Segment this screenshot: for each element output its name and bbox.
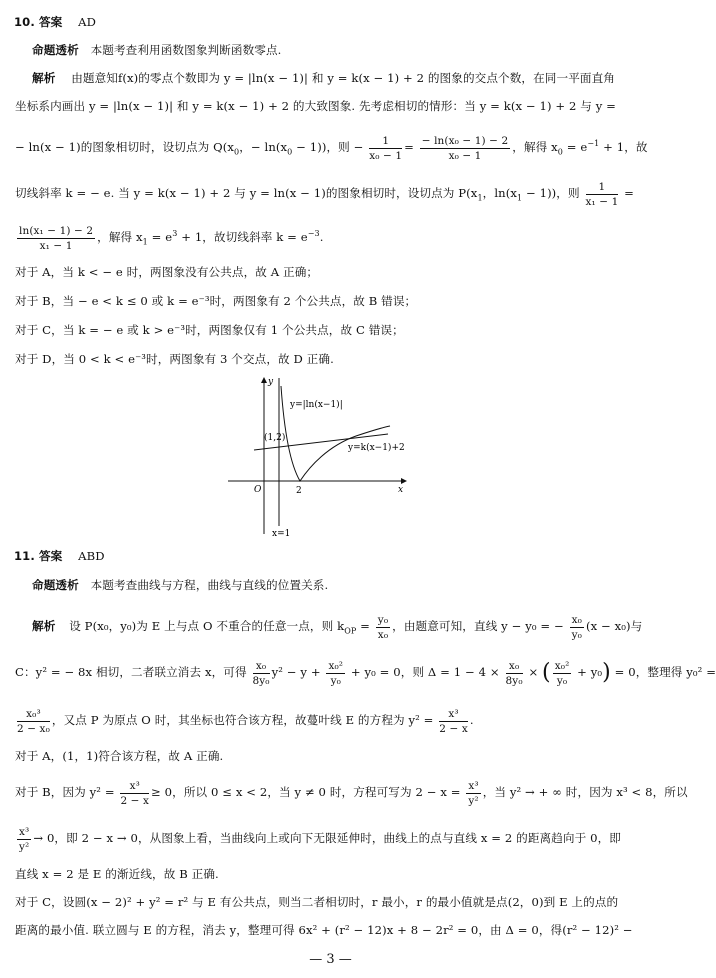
q11-option-a: 对于 A，(1，1)符合该方程，故 A 正确. xyxy=(15,749,224,763)
q10-option-d: 对于 D，当 0 < k < e⁻³时，两图象有 3 个交点，故 D 正确. xyxy=(15,352,334,366)
q11-option-b-line2: $\frac{\text{x³}}{\text{y²}}$ → 0，即 2 − x → 0，从图象上看，当曲线向上或向下无限延伸时，曲线上的点与直线 x = 2 的距离趋向于 0，即 xyxy=(19,825,621,853)
q11-number: 11. 答案 xyxy=(14,549,63,563)
q11-analysis-line1: 解析 设 P(x₀，y₀)为 E 上与点 O 不重合的任意一点，则 $k_{OP}$ = $\frac{\text{y₀}}{\text{x₀}}$ ，由题意可知，直线 y − y₀ = − $\frac{\text{x₀}}{\text{y₀}}$ (x − x₀)与 xyxy=(32,613,643,641)
label-curve: y=|ln(x−1)| xyxy=(290,400,343,410)
label-x: x xyxy=(398,485,404,495)
label-2: 2 xyxy=(296,486,302,496)
q10-analysis-line1: 解析 由题意知f(x)的零点个数即为 y = |ln(x − 1)| 和 y = k(x − 1) + 2 的图象的交点个数，在同一平面直角 xyxy=(32,71,615,85)
fraction-4: $\frac{\text{ln(x₁ − 1) − 2}}{\text{x₁ − 1}}$ xyxy=(19,224,94,252)
q10-analysis-line5: $\frac{\text{ln(x₁ − 1) − 2}}{\text{x₁ − 1}}$ ，解得 $x_1 = e^3 + 1$，故切线斜率 $k = e^{-3}$. xyxy=(19,224,324,252)
label-origin: O xyxy=(254,485,262,495)
q11-header xyxy=(14,548,661,564)
label-line: y=k(x−1)+2 xyxy=(348,443,405,453)
q10-analysis-line2: 坐标系内画出 y = |ln(x − 1)| 和 y = k(x − 1) + 2 的大致图象. 先考虑相切的情形：当 y = k(x − 1) + 2 与 y = xyxy=(15,99,616,113)
q11-option-b-line3: 直线 x = 2 是 E 的渐近线，故 B 正确. xyxy=(15,867,219,881)
fraction-3: $\frac{1}{\text{x₁ − 1}}$ xyxy=(585,180,619,208)
q10-header xyxy=(14,14,661,30)
label-point-1-2: (1,2) xyxy=(264,433,286,443)
q11-analysis-line2: C：y² = − 8x 相切，二者联立消去 x，可得 $\frac{\text{x₀}}{\text{8y₀}}$ y² − y + $\frac{\text{x₀²}}{\text{y₀}}$ + y₀ = 0，则 Δ = 1 − 4 × $\frac{\text{x₀}}{\text{8y₀}}$ × ( $\frac{\text{x₀²}}{\text{y₀}}$ + y₀) = 0，整理得 y₀² = xyxy=(15,659,716,687)
q11-option-b-line1: 对于 B，因为 y² = $\frac{\text{x³}}{2 - x}$ ≥ 0，所以 0 ≤ x < 2，当 y ≠ 0 时，方程可写为 2 − x = $\frac{\text{x³}}{\text{y²}}$ ，当 y² → + ∞ 时，因为 x³ < 8，所以 xyxy=(15,779,688,807)
label-y: y xyxy=(268,377,274,387)
label-x-eq-1: x=1 xyxy=(272,529,291,539)
q10-analysis-line3: − ln(x − 1)的图象相切时，设切点为 $Q(x_0$，− $\ln(x_0 - 1)$)，则 − $\frac{1}{\text{x₀ − 1}}$ = $\frac{\text{− ln(x₀ − 1) − 2}}{\text{x₀ − 1}}$ ，解得 $x_0 = e^{-1} + 1$，故 xyxy=(15,134,648,162)
q11-intent: 命题透析 本题考查曲线与方程，曲线与直线的位置关系. xyxy=(32,578,329,592)
q10-answer: AD xyxy=(78,15,97,29)
q11-answer: ABD xyxy=(78,549,105,563)
q10-intent: 命题透析 本题考查利用函数图象判断函数零点. xyxy=(32,43,282,57)
q10-option-a: 对于 A，当 k < − e 时，两图象没有公共点，故 A 正确； xyxy=(15,265,319,279)
function-graph xyxy=(228,374,418,539)
q11-analysis-line3: $\frac{\text{x₀³}}{\text{2 − x₀}}$ ，又点 P 为原点 O 时，其坐标也符合该方程，故蔓叶线 E 的方程为 y² = $\frac{\text{x³}}{2 - x}$ . xyxy=(17,707,474,735)
q10-number: 10. 答案 xyxy=(14,15,63,29)
page-number: — 3 — xyxy=(309,952,352,967)
q11-option-c-line2: 距离的最小值. 联立圆与 E 的方程，消去 y，整理可得 6x² + (r² − 12)x + 8 − 2r² = 0，由 Δ = 0，得(r² − 12)² − xyxy=(15,923,633,937)
fraction-1: $\frac{1}{\text{x₀ − 1}}$ xyxy=(369,134,403,162)
q11-option-c-line1: 对于 C，设圆(x − 2)² + y² = r² 与 E 有公共点，则当二者相切时，r 最小，r 的最小值就是点(2，0)到 E 上的点的 xyxy=(15,895,619,909)
q10-option-c: 对于 C，当 k = − e 或 k > e⁻³时，两图象仅有 1 个公共点，故 C 错误； xyxy=(15,323,404,337)
q10-analysis-line4: 切线斜率 k = − e. 当 y = k(x − 1) + 2 与 y = ln(x − 1)的图象相切时，设切点为 $P(x_1$，$\ln(x_1 - 1)$)，则 $\frac{1}{\text{x₁ − 1}}$ = xyxy=(15,180,634,208)
q10-option-b: 对于 B，当 − e < k ≤ 0 或 k = e⁻³时，两图象有 2 个公共点，故 B 错误； xyxy=(15,294,417,308)
fraction-2: $\frac{\text{− ln(x₀ − 1) − 2}}{\text{x₀ − 1}}$ xyxy=(421,134,509,162)
